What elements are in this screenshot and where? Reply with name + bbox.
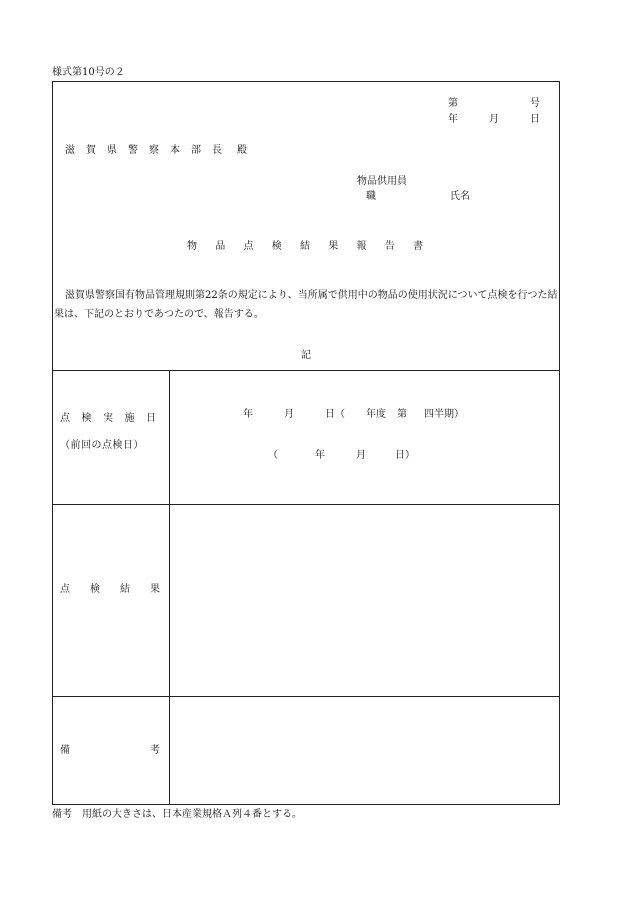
footnote: 備考 用紙の大きさは、日本産業規格Ａ列４番とする。: [52, 809, 302, 820]
sender-role: 物品供用員: [357, 176, 407, 187]
divider-date-row: [52, 370, 560, 371]
number-suffix: 号: [530, 98, 540, 109]
date-line2-month: 月: [356, 450, 366, 461]
inspection-result-label: [60, 585, 160, 595]
addressee-char: 長: [212, 145, 222, 156]
date-line1-fiscal-year: 年度: [366, 409, 386, 420]
form-number: 様式第10号の２: [52, 67, 125, 78]
title-char: 果: [328, 241, 339, 252]
title-char: 書: [413, 241, 423, 252]
title-char: 品: [215, 241, 226, 252]
page-title: [187, 242, 423, 252]
addressee-char: 部: [191, 145, 201, 156]
addressee-char: 本: [170, 145, 180, 156]
sender-title-label: 職: [366, 191, 376, 202]
remarks-field[interactable]: [171, 698, 558, 803]
date-year-label: 年: [448, 114, 458, 125]
number-prefix: 第: [448, 98, 458, 109]
label-char: 検: [90, 584, 100, 595]
title-char: 物: [187, 241, 197, 252]
remarks-label: [60, 746, 160, 756]
addressee-char: 滋: [65, 145, 75, 156]
label-char: 検: [81, 413, 92, 424]
label-char: 点: [60, 584, 70, 595]
date-line1-year: 年: [243, 409, 253, 420]
record-mark: 記: [301, 350, 311, 361]
label-char: 点: [60, 413, 70, 424]
date-line2-year: 年: [315, 450, 325, 461]
addressee-char: 県: [107, 145, 117, 156]
label-char: 果: [150, 584, 160, 595]
title-char: 点: [243, 241, 254, 252]
label-char: 結: [120, 584, 130, 595]
previous-inspection-label: （前回の点検日）: [60, 440, 144, 451]
inspection-date-label: [60, 414, 156, 424]
addressee-char: 察: [149, 145, 159, 156]
date-line2-day: 日）: [395, 450, 415, 461]
label-char: 日: [146, 413, 156, 424]
body-paragraph: 滋賀県警察国有物品管理規則第22条の規定により、当所属で供用中の物品の使用状況について点検を行つた結果は、下記のとおりであつたので、報告する。: [54, 290, 558, 320]
label-char: 施: [124, 413, 135, 424]
date-month-label: 月: [489, 114, 499, 125]
date-line2-open: （: [268, 450, 278, 461]
label-char: 備: [60, 745, 70, 756]
title-char: 報: [356, 241, 367, 252]
title-char: 結: [300, 241, 310, 252]
label-column-divider: [169, 370, 170, 805]
divider-result-row: [52, 504, 560, 505]
title-char: 検: [271, 241, 282, 252]
addressee-honorific: 殿: [237, 145, 247, 156]
date-line1-dai: 第: [397, 409, 407, 420]
divider-remarks-row: [52, 696, 560, 697]
date-line1-quarter: 四半期）: [424, 409, 464, 420]
addressee-char: 警: [128, 145, 138, 156]
date-line1-month: 月: [284, 409, 294, 420]
title-char: 告: [384, 241, 395, 252]
inspection-result-field[interactable]: [171, 506, 558, 694]
addressee-char: 賀: [86, 145, 96, 156]
addressee: [65, 146, 222, 156]
date-line1-day: 日（: [325, 409, 345, 420]
label-char: 実: [103, 413, 113, 424]
date-day-label: 日: [530, 114, 540, 125]
label-char: 考: [150, 745, 160, 756]
sender-name-label: 氏名: [450, 191, 470, 202]
